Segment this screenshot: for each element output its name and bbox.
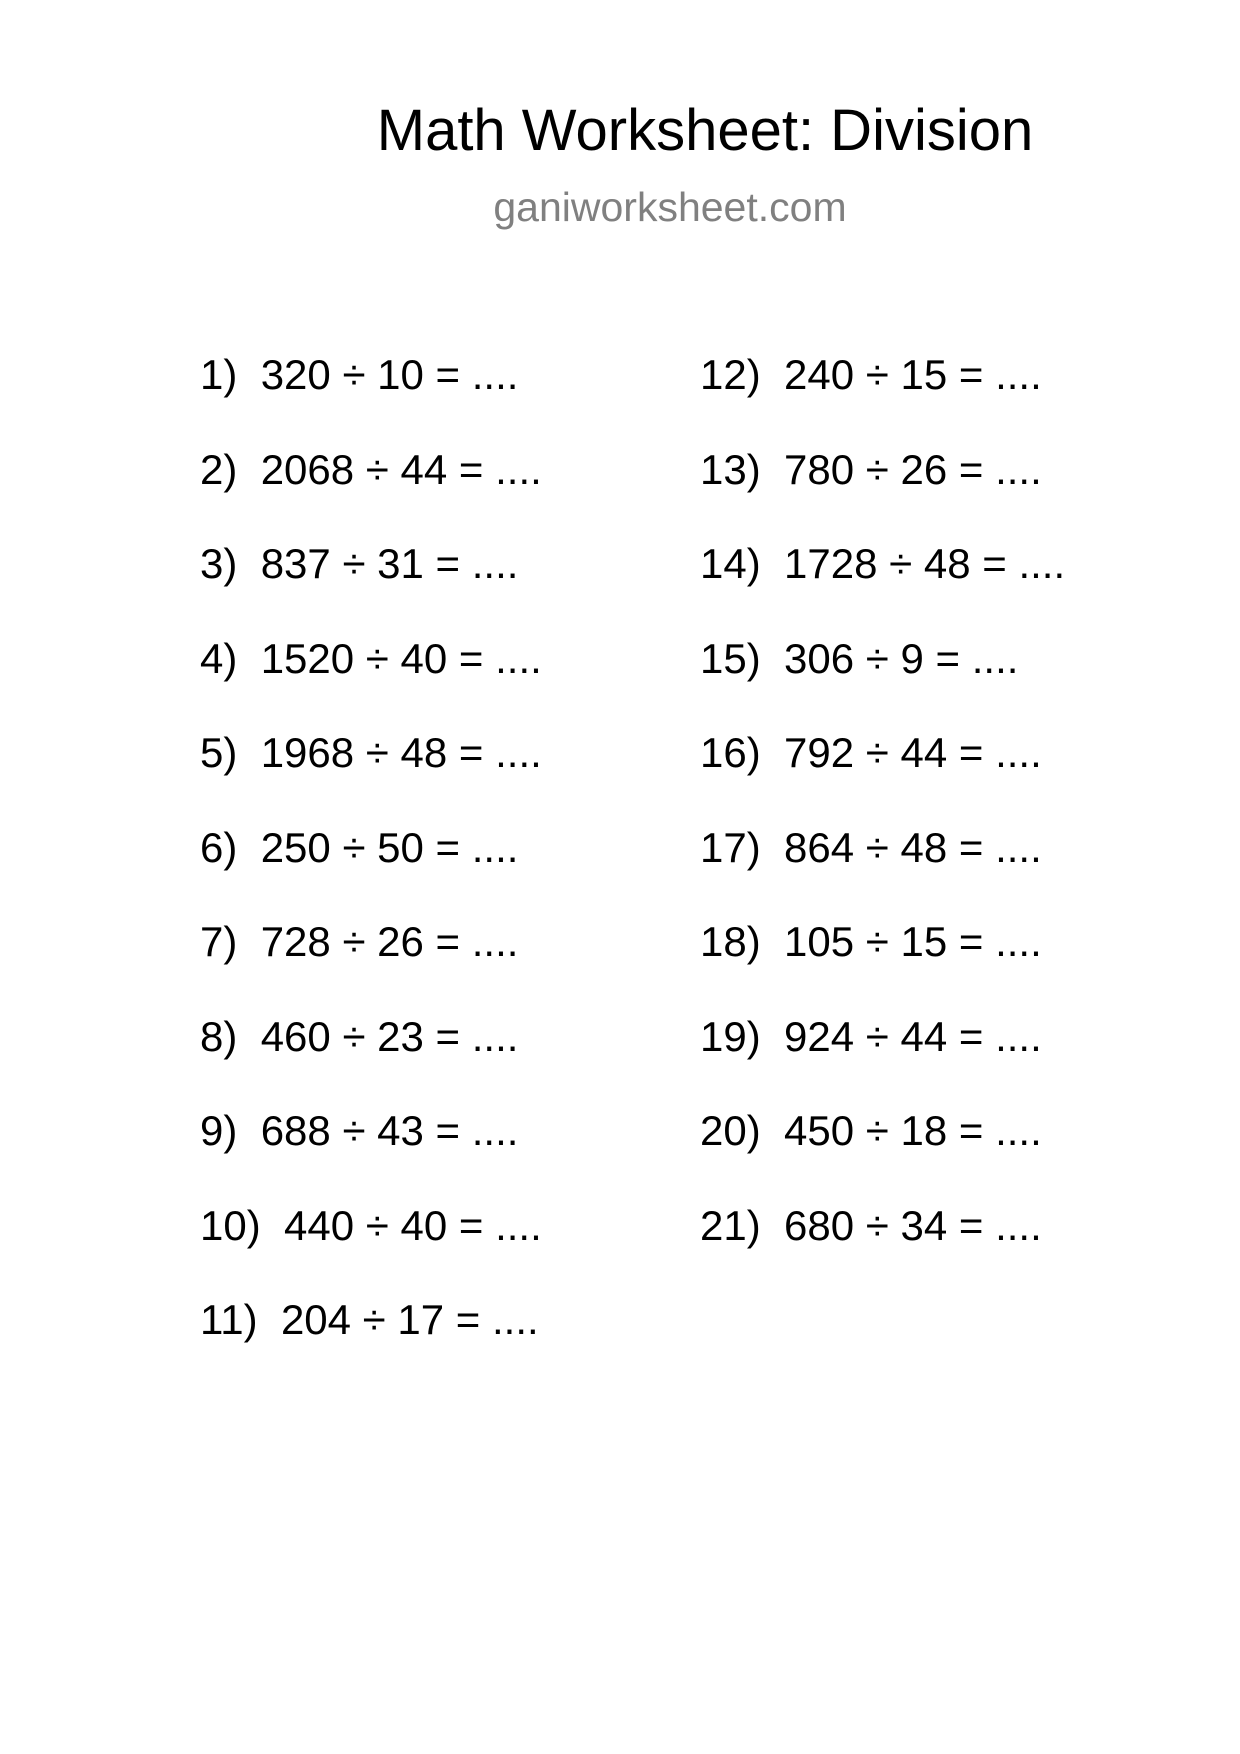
problem-expression: 204 ÷ 17 = .... xyxy=(280,1296,539,1343)
problem-expression: 440 ÷ 40 = .... xyxy=(284,1202,542,1249)
problem-number: 7) xyxy=(200,918,238,965)
problem-number: 10) xyxy=(200,1202,261,1249)
problem-item xyxy=(700,445,1042,495)
problem-expression: 306 ÷ 9 = .... xyxy=(784,635,1019,682)
problem-number: 6) xyxy=(200,824,238,871)
problem-item xyxy=(200,445,542,495)
problem-number: 20) xyxy=(700,1107,761,1154)
problem-expression: 320 ÷ 10 = .... xyxy=(260,351,519,398)
problem-item xyxy=(200,728,542,778)
problem-expression: 1728 ÷ 48 = .... xyxy=(784,540,1066,587)
problem-expression: 780 ÷ 26 = .... xyxy=(784,446,1042,493)
problem-expression: 688 ÷ 43 = .... xyxy=(260,1107,519,1154)
problem-item xyxy=(200,634,542,684)
problem-number: 19) xyxy=(700,1013,761,1060)
problem-item xyxy=(700,634,1018,684)
problem-number: 11) xyxy=(200,1296,258,1343)
problem-item xyxy=(200,1106,518,1156)
site-url: ganiworksheet.com xyxy=(493,184,847,230)
problem-number: 15) xyxy=(700,635,761,682)
problem-number: 21) xyxy=(700,1202,761,1249)
problem-expression: 680 ÷ 34 = .... xyxy=(784,1202,1042,1249)
problem-number: 2) xyxy=(200,446,238,493)
problem-expression: 1968 ÷ 48 = .... xyxy=(260,729,542,776)
page-title: Math Worksheet: Division xyxy=(376,98,1034,163)
problem-expression: 240 ÷ 15 = .... xyxy=(784,351,1042,398)
problem-item xyxy=(700,1106,1042,1156)
problem-expression: 1520 ÷ 40 = .... xyxy=(260,635,542,682)
problem-item xyxy=(700,350,1042,400)
problem-item xyxy=(700,823,1042,873)
problem-item xyxy=(700,539,1065,589)
problem-expression: 792 ÷ 44 = .... xyxy=(784,729,1042,776)
problem-item xyxy=(700,1201,1042,1251)
problem-number: 16) xyxy=(700,729,761,776)
problem-item xyxy=(200,917,518,967)
problem-expression: 864 ÷ 48 = .... xyxy=(784,824,1042,871)
problem-item xyxy=(200,1012,518,1062)
problem-expression: 450 ÷ 18 = .... xyxy=(784,1107,1042,1154)
problem-number: 1) xyxy=(200,351,238,398)
problem-expression: 728 ÷ 26 = .... xyxy=(260,918,519,965)
problem-number: 13) xyxy=(700,446,761,493)
problem-number: 18) xyxy=(700,918,761,965)
problem-number: 3) xyxy=(200,540,238,587)
problem-expression: 460 ÷ 23 = .... xyxy=(260,1013,519,1060)
problem-number: 4) xyxy=(200,635,238,682)
problem-item xyxy=(700,917,1042,967)
problem-item xyxy=(200,539,518,589)
problem-item xyxy=(700,1012,1042,1062)
problem-number: 17) xyxy=(700,824,761,871)
problem-expression: 250 ÷ 50 = .... xyxy=(260,824,519,871)
problem-expression: 105 ÷ 15 = .... xyxy=(784,918,1042,965)
problem-item xyxy=(200,1201,542,1251)
problem-item xyxy=(700,728,1042,778)
problem-number: 5) xyxy=(200,729,238,776)
problem-expression: 2068 ÷ 44 = .... xyxy=(260,446,542,493)
problem-expression: 924 ÷ 44 = .... xyxy=(784,1013,1042,1060)
problem-item xyxy=(200,823,518,873)
problem-number: 14) xyxy=(700,540,761,587)
problem-number: 9) xyxy=(200,1107,238,1154)
problem-number: 8) xyxy=(200,1013,238,1060)
problem-item xyxy=(200,350,518,400)
problem-item xyxy=(200,1295,539,1345)
problem-expression: 837 ÷ 31 = .... xyxy=(260,540,519,587)
problem-number: 12) xyxy=(700,351,761,398)
